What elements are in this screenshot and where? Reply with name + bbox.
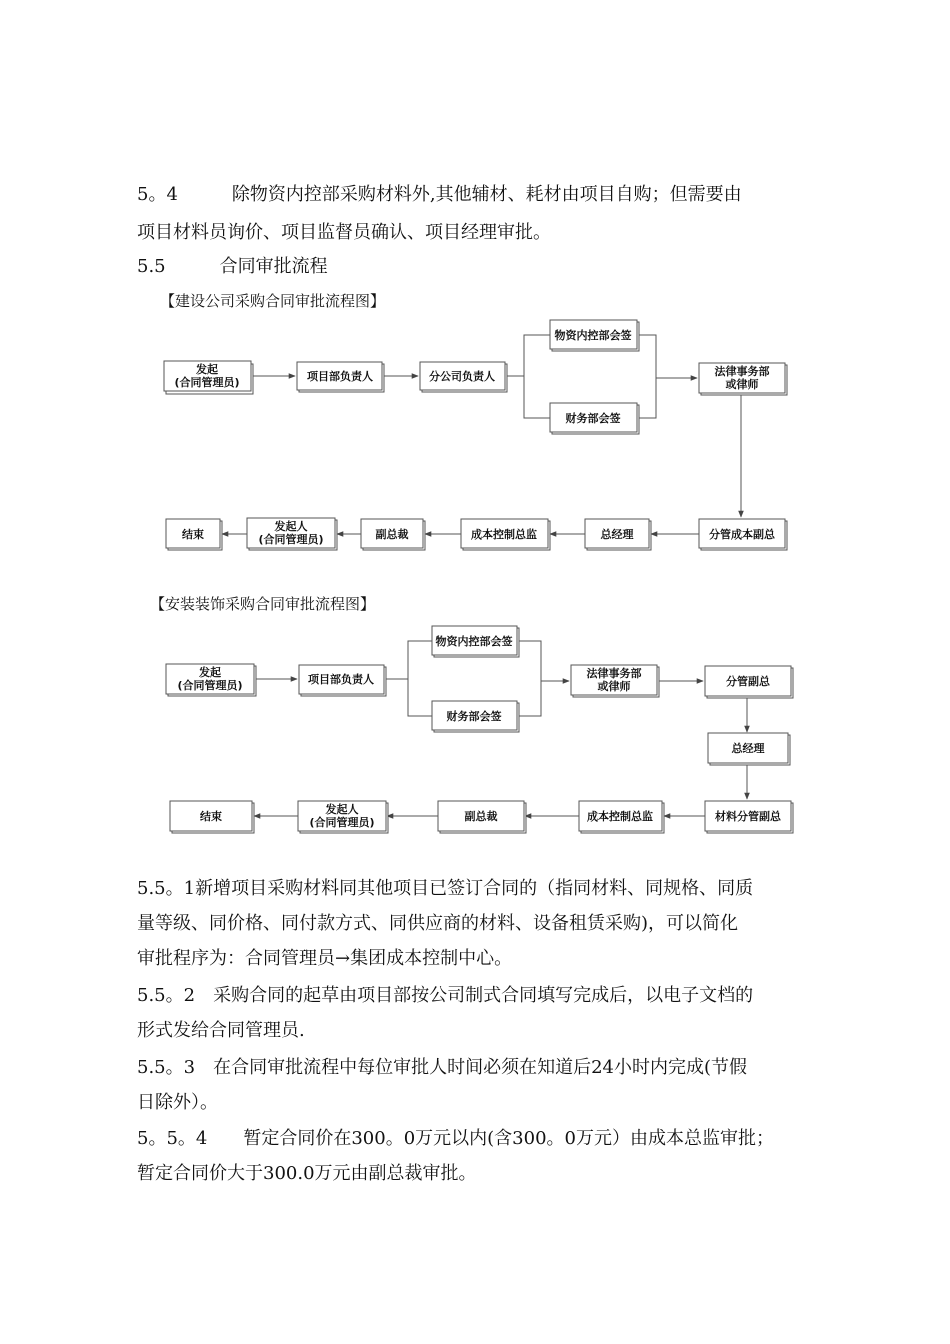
flow1-node-costdir (461, 519, 550, 550)
node-label: (合同管理员) (309, 816, 375, 829)
node-label: 结束 (200, 810, 222, 823)
flow2-node-gm (708, 733, 790, 765)
node-label: 或律师 (597, 680, 631, 693)
node-label: 副总裁 (464, 810, 498, 823)
node-label: 财务部会签 (565, 412, 621, 425)
node-label: 或律师 (725, 378, 759, 391)
flow1-node-branch (420, 362, 507, 392)
flow1-node-start (164, 361, 253, 394)
flow2-node-start (166, 664, 256, 696)
para-text: 量等级、同价格、同付款方式、同供应商的材料、设备租赁采购)，可以简化 (137, 913, 739, 934)
flow2-node-material (432, 626, 519, 657)
flow1-node-finance (550, 403, 639, 434)
flow1-node-vpcost (699, 519, 787, 550)
node-label: 财务部会签 (446, 710, 502, 723)
flow1-caption: 【建设公司采购合同审批流程图】 (160, 292, 386, 310)
node-label: 结束 (182, 528, 204, 541)
flow2-node-legal (571, 665, 659, 697)
node-label: 发起人 (325, 803, 359, 816)
flow1-node-end (166, 519, 222, 550)
flow1-node-vp (361, 519, 425, 550)
node-label: 发起 (196, 363, 218, 376)
node-label: 成本控制总监 (587, 810, 653, 823)
para-text: 5.5。1新增项目采购材料同其他项目已签订合同的（指同材料、同规格、同质 (137, 878, 754, 899)
flow2-caption: 【安装装饰采购合同审批流程图】 (150, 595, 376, 613)
para-text: 审批程序为：合同管理员→集团成本控制中心。 (137, 948, 513, 969)
para-text: 5。4 除物资内控部采购材料外,其他辅材、耗材由项目自购；但需要由 (137, 184, 742, 205)
node-label: (合同管理员) (258, 533, 324, 546)
flow1-node-legal (699, 363, 787, 395)
flow2-node-matvp (705, 801, 793, 833)
node-label: 项目部负责人 (308, 673, 374, 686)
node-label: 物资内控部会签 (435, 635, 513, 648)
node-label: 法律事务部 (714, 365, 770, 378)
node-label: 总经理 (731, 742, 765, 755)
flow2-node-costdir (579, 801, 664, 833)
flow1-node-dept (297, 362, 384, 392)
flow2-node-svp (438, 801, 526, 833)
flow1-node-material (550, 320, 639, 351)
node-label: 分管成本副总 (709, 528, 775, 541)
flow2-node-dept (299, 665, 386, 696)
para-text: 形式发给合同管理员. (137, 1020, 305, 1041)
node-label: 分公司负责人 (429, 370, 495, 383)
node-label: (合同管理员) (174, 376, 240, 389)
node-label: 项目部负责人 (307, 370, 373, 383)
flow1-node-gm (585, 519, 651, 550)
para-text: 5.5 合同审批流程 (137, 256, 328, 277)
node-label: 法律事务部 (586, 667, 642, 680)
node-label: 发起人 (274, 520, 308, 533)
para-text: 5.5。2 采购合同的起草由项目部按公司制式合同填写完成后，以电子文档的 (137, 985, 754, 1006)
node-label: 发起 (199, 666, 221, 679)
node-label: 副总裁 (375, 528, 409, 541)
flow2-node-end (170, 801, 254, 833)
flow2-node-finance (432, 701, 519, 732)
node-label: 材料分管副总 (715, 810, 781, 823)
node-label: 物资内控部会签 (554, 329, 632, 342)
flow1-node-initiator (247, 518, 337, 550)
node-label: 分管副总 (726, 675, 770, 688)
para-text: 5。5。4 暂定合同价在300。0万元以内(含300。0万元）由成本总监审批； (137, 1128, 774, 1149)
flow2-node-vp (705, 666, 793, 698)
para-text: 项目材料员询价、项目监督员确认、项目经理审批。 (137, 222, 551, 243)
node-label: 总经理 (600, 528, 634, 541)
node-label: 成本控制总监 (471, 528, 537, 541)
node-label: (合同管理员) (177, 679, 243, 692)
para-text: 暂定合同价大于300.0万元由副总裁审批。 (137, 1163, 477, 1184)
para-text: 5.5。3 在合同审批流程中每位审批人时间必须在知道后24小时内完成(节假 (137, 1057, 748, 1078)
para-text: 日除外）。 (137, 1092, 218, 1113)
flow2-node-initiator (298, 801, 388, 833)
